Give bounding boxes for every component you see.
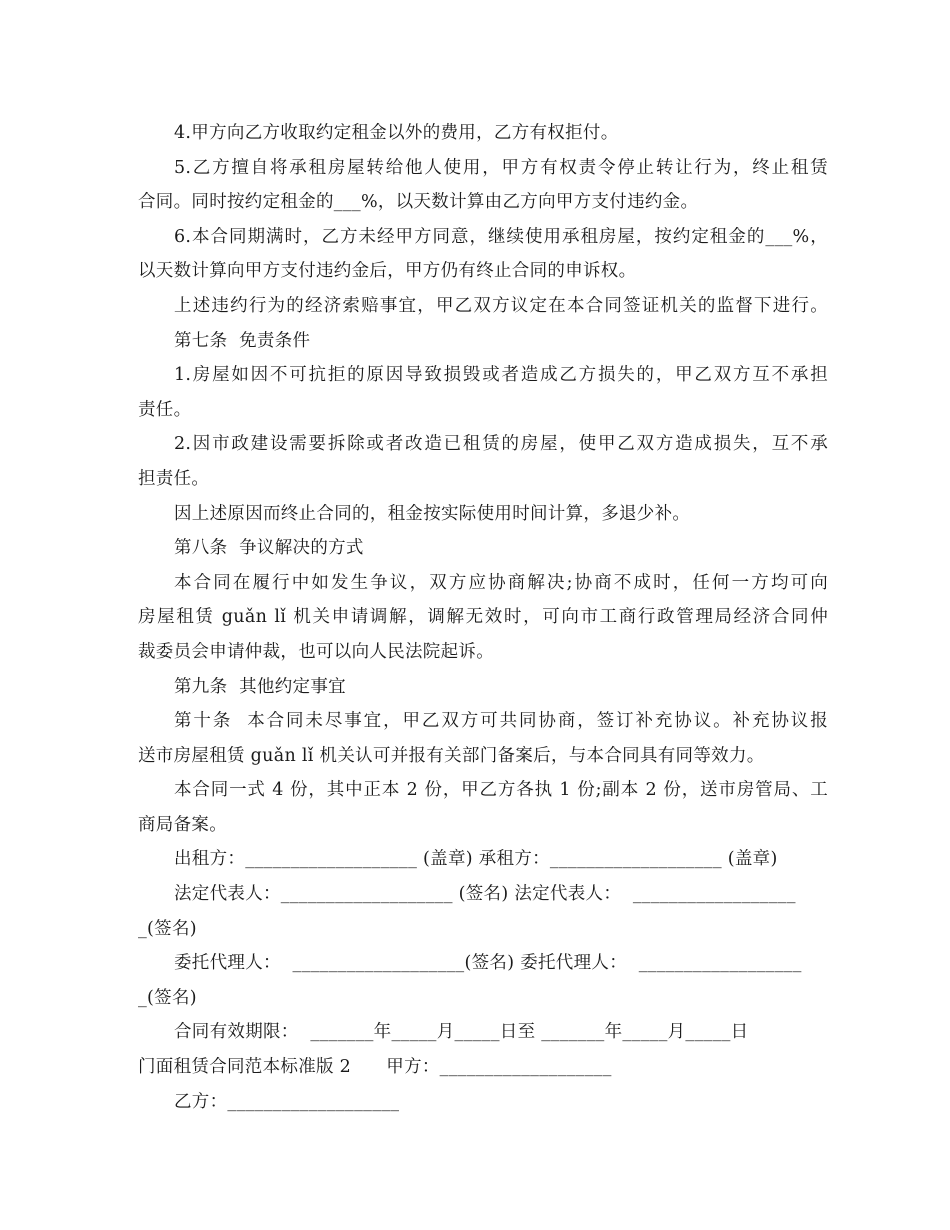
text-line: 第十条 本合同未尽事宜，甲乙双方可共同协商，签订补充协议。补充协议报 — [174, 711, 828, 732]
text-line: 出租方：___________________ (盖章) 承租方：___________________ (盖章) — [174, 849, 778, 870]
text-line: 1.房屋如因不可抗拒的原因导致损毁或者造成乙方损失的，甲乙双方互不承担 — [174, 365, 828, 386]
text-line: 房屋租赁 guǎn lǐ 机关申请调解，调解无效时，可向市工商行政管理局经济合同仲 — [138, 607, 828, 628]
text-line: 乙方：___________________ — [174, 1091, 400, 1112]
text-line: 本合同一式 4 份，其中正本 2 份，甲乙方各执 1 份;副本 2 份，送市房管局、工 — [174, 780, 828, 801]
text-line: 合同有效期限： _______年_____月_____日至 _______年_____月_____日 — [174, 1022, 749, 1043]
text-line: 送市房屋租赁 guǎn lǐ 机关认可并报有关部门备案后，与本合同具有同等效力。 — [138, 745, 765, 766]
text-line: 因上述原因而终止合同的，租金按实际使用时间计算，多退少补。 — [174, 503, 691, 524]
text-line: 裁委员会申请仲裁，也可以向人民法院起诉。 — [138, 641, 494, 662]
text-line: 以天数计算向甲方支付违约金后，甲方仍有终止合同的申诉权。 — [138, 261, 637, 282]
text-line: 本合同在履行中如发生争议，双方应协商解决;协商不成时，任何一方均可向 — [174, 572, 828, 593]
text-line: 担责任。 — [138, 468, 210, 489]
text-line: 6.本合同期满时，乙方未经甲方同意，继续使用承租房屋，按约定租金的___%， — [174, 226, 828, 247]
text-line: 上述违约行为的经济索赔事宜，甲乙双方议定在本合同签证机关的监督下进行。 — [174, 295, 828, 316]
text-line: 合同。同时按约定租金的___%，以天数计算由乙方向甲方支付违约金。 — [138, 192, 699, 213]
text-line: 5.乙方擅自将承租房屋转给他人使用，甲方有权责令停止转让行为，终止租赁 — [174, 157, 828, 178]
text-line: 4.甲方向乙方收取约定租金以外的费用，乙方有权拒付。 — [174, 123, 619, 143]
document-body — [138, 116, 828, 1119]
text-line: 第七条 免责条件 — [174, 330, 311, 351]
text-line: 委托代理人： ___________________(签名) 委托代理人： __________________ — [174, 953, 802, 974]
text-line: 第八条 争议解决的方式 — [174, 538, 364, 559]
text-line: _(签名) — [138, 918, 197, 939]
text-line: 2.因市政建设需要拆除或者改造已租赁的房屋，使甲乙双方造成损失，互不承 — [174, 434, 828, 455]
text-line: 第九条 其他约定事宜 — [174, 676, 346, 697]
text-line: 法定代表人：___________________ (签名) 法定代表人： __________________ — [174, 884, 796, 905]
text-line: _(签名) — [138, 987, 197, 1008]
text-line: 门面租赁合同范本标准版 2 甲方：___________________ — [138, 1057, 612, 1078]
text-line: 责任。 — [138, 399, 192, 420]
text-line: 商局备案。 — [138, 814, 227, 835]
